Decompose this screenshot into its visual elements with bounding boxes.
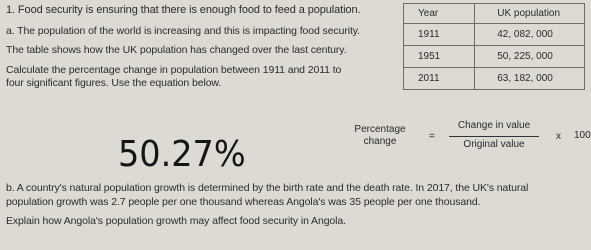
- handwritten-answer: 50.27%: [118, 134, 246, 175]
- table-cell-year: 1951: [404, 46, 475, 68]
- table-cell-population: 50, 225, 000: [475, 46, 585, 68]
- table-cell-population: 42, 082, 000: [475, 24, 585, 46]
- formula-fraction: [445, 120, 543, 151]
- table-cell-year: 2011: [404, 68, 475, 90]
- table-header-row: [404, 4, 585, 24]
- question-1-title: 1. Food security is ensuring that there is enough food to feed a population.: [6, 4, 361, 16]
- table-row: [404, 24, 585, 46]
- formula-multiplier: 100: [574, 130, 591, 141]
- table-header-population: UK population: [475, 4, 585, 24]
- table-row: [404, 68, 585, 90]
- part-b-line-3: Explain how Angola's population growth may affect food security in Angola.: [6, 215, 346, 227]
- part-a-line-3: Calculate the percentage change in population between 1911 and 2011 to: [6, 64, 342, 76]
- formula-equals-sign: =: [429, 131, 435, 142]
- table-cell-population: 63, 182, 000: [475, 68, 585, 90]
- part-a-line-4: four significant figures. Use the equation below.: [6, 77, 222, 89]
- formula-denominator: Original value: [463, 139, 525, 150]
- table-row: [404, 46, 585, 68]
- part-b-line-1: b. A country's natural population growth is determined by the birth rate and the death rate. In 2017, the UK's natural: [6, 182, 529, 194]
- formula-label: [345, 124, 415, 148]
- part-a-line-1: a. The population of the world is increasing and this is impacting food security.: [6, 25, 360, 37]
- formula-label-line-1: Percentage: [354, 124, 406, 135]
- formula-times-sign: x: [556, 131, 561, 142]
- fraction-bar: [449, 136, 539, 137]
- part-a-line-2: The table shows how the UK population has changed over the last century.: [6, 44, 347, 56]
- population-table: [403, 3, 585, 90]
- formula-label-line-2: change: [363, 136, 397, 147]
- table-cell-year: 1911: [404, 24, 475, 46]
- part-b-line-2: population growth was 2.7 people per one thousand whereas Angola's was 35 people per one thousand.: [6, 196, 481, 208]
- table-header-year: Year: [404, 4, 475, 24]
- formula-numerator: Change in value: [457, 120, 531, 131]
